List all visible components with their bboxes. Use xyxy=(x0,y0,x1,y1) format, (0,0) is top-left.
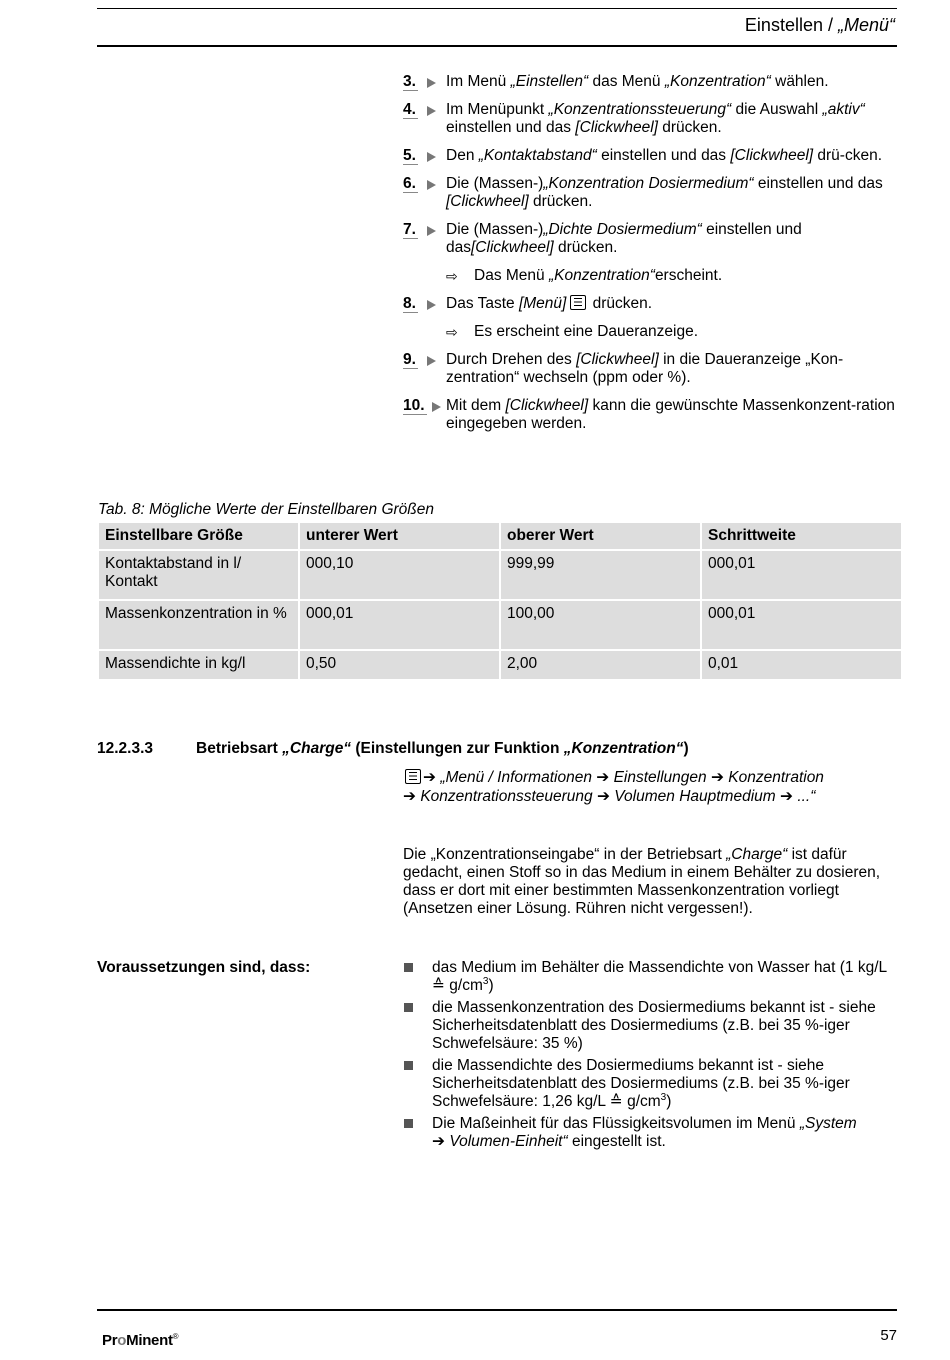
arrow-icon: ➔ xyxy=(596,788,610,805)
step-arrow-icon xyxy=(427,226,436,236)
arrow-icon: ➔ xyxy=(403,788,416,805)
table-cell: 999,99 xyxy=(501,551,700,599)
table-cell: Kontaktabstand in l/ Kontakt xyxy=(99,551,298,599)
list-item: Die Maßeinheit für das Flüssigkeitsvolumen im Menü „System ➔ Volumen-Einheit“ eingestellt ist. xyxy=(403,1115,900,1151)
step-item: 7. Die (Massen-)„Dichte Dosiermedium“ einstellen und das[Clickwheel] drücken. xyxy=(403,221,802,256)
step-result: ⇨ Es erscheint eine Daueranzeige. xyxy=(446,323,699,340)
menu-icon xyxy=(405,769,421,784)
step-number: 8. xyxy=(403,295,416,312)
step-arrow-icon xyxy=(427,78,436,88)
step-number: 4. xyxy=(403,101,416,118)
table-cell: 000,01 xyxy=(702,551,901,599)
table-cell: 000,01 xyxy=(300,601,499,649)
list-item: das Medium im Behälter die Massendichte von Wasser hat (1 kg/L ≙ $g/cm^3$) xyxy=(403,959,900,995)
table-cell: 100,00 xyxy=(501,601,700,649)
prerequisites-list xyxy=(403,959,900,1155)
table-caption: Tab. 8: Mögliche Werte der Einstellbaren Größen xyxy=(98,501,435,518)
arrow-icon: ➔ xyxy=(432,1133,445,1150)
bullet-square-icon xyxy=(404,1061,413,1070)
step-number: 7. xyxy=(403,221,416,238)
arrow-icon: ➔ xyxy=(710,769,724,786)
table-header-row xyxy=(99,523,901,549)
table-cell: 000,10 xyxy=(300,551,499,599)
section-number: 12.2.3.3 xyxy=(97,740,154,757)
result-arrow-icon: ⇨ xyxy=(446,324,458,340)
step-arrow-icon xyxy=(427,106,436,116)
list-item: die Massenkonzentration des Dosiermediums bekannt ist - siehe Sicherheitsdatenblatt des Dosiermediums (z.B. bei 35 %-iger Schwefelsäure: 35 %) xyxy=(403,999,900,1053)
menu-icon xyxy=(570,295,586,310)
step-arrow-icon xyxy=(427,152,436,162)
step-item: 3. Im Menü „Einstellen“ das Menü „Konzentration“ wählen. xyxy=(403,73,829,90)
step-arrow-icon xyxy=(427,356,436,366)
page-header-title: Einstellen / „Menü“ xyxy=(744,15,895,35)
step-item: 8. Das Taste [Menü] drücken. xyxy=(403,295,653,312)
section-title: Betriebsart „Charge“ (Einstellungen zur Funktion „Konzentration“) xyxy=(196,740,689,757)
list-item: die Massendichte des Dosiermediums bekannt ist - siehe Sicherheitsdatenblatt des Dosiermediums (z.B. bei 35 %-iger Schwefelsäure: 1,26 kg/L ≙ $g/cm^3$) xyxy=(403,1057,900,1111)
step-number: 10. xyxy=(403,397,425,414)
arrow-icon: ➔ xyxy=(780,788,793,805)
step-result: ⇨ Das Menü „Konzentration“erscheint. xyxy=(446,267,723,284)
table-cell: Massenkonzentration in % xyxy=(99,601,298,649)
table-row xyxy=(99,651,901,679)
step-item: 5. Den „Kontaktabstand“ einstellen und das [Clickwheel] drü-cken. xyxy=(403,147,882,164)
footer-rule xyxy=(97,1309,897,1311)
step-number: 6. xyxy=(403,175,416,192)
bullet-square-icon xyxy=(404,1003,413,1012)
table-header-cell: Einstellbare Größe xyxy=(99,523,298,549)
bullet-square-icon xyxy=(404,1119,413,1128)
prerequisites-label: Voraussetzungen sind, dass: xyxy=(97,959,311,976)
result-arrow-icon: ⇨ xyxy=(446,268,458,284)
step-number: 3. xyxy=(403,73,416,90)
table-row xyxy=(99,601,901,649)
arrow-icon: ➔ xyxy=(596,769,610,786)
header-rule-top xyxy=(97,8,897,9)
bullet-square-icon xyxy=(404,963,413,972)
table-cell: 0,01 xyxy=(702,651,901,679)
step-item: 9. Durch Drehen des [Clickwheel] in die Daueranzeige „Kon-zentration“ wechseln (ppm oder %). xyxy=(403,351,844,386)
page-number: 57 xyxy=(880,1327,897,1344)
instruction-steps xyxy=(403,73,903,443)
arrow-icon: ➔ xyxy=(423,769,436,786)
step-item: 6. Die (Massen-)„Konzentration Dosiermedium“ einstellen und das [Clickwheel] drücken. xyxy=(403,175,883,210)
table-header-cell: oberer Wert xyxy=(501,523,700,549)
table-row xyxy=(99,551,901,599)
prominent-logo: ProMinent® xyxy=(102,1332,179,1349)
values-table xyxy=(97,521,903,681)
table-cell: 2,00 xyxy=(501,651,700,679)
header-rule-bottom xyxy=(97,45,897,47)
table-header-cell: unterer Wert xyxy=(300,523,499,549)
menu-path: ➔ „Menü / Informationen ➔ Einstellungen ➔ Konzentration ➔ Konzentrationssteuerung ➔ Volumen Hauptmedium ➔ ...“ xyxy=(403,769,824,805)
table-header-cell: Schrittweite xyxy=(702,523,901,549)
step-number: 5. xyxy=(403,147,416,164)
step-arrow-icon xyxy=(432,402,441,412)
description-paragraph: Die „Konzentrationseingabe“ in der Betriebsart „Charge“ ist dafür gedacht, einen Stoff so in das Medium in einem Behälter zu dosieren, dass er dort mit einer bestimmten Massenkonzentration vorliegt (Ansetzen einer Lösung. Rühren nicht vergessen!). xyxy=(403,846,881,917)
step-item: 4. Im Menüpunkt „Konzentrationssteuerung“ die Auswahl „aktiv“ einstellen und das [Clickwheel] drücken. xyxy=(403,101,865,136)
table-cell: 000,01 xyxy=(702,601,901,649)
step-item: 10. Mit dem [Clickwheel] kann die gewünschte Massenkonzent-ration eingegeben werden. xyxy=(403,397,895,432)
step-number: 9. xyxy=(403,351,416,368)
table-cell: 0,50 xyxy=(300,651,499,679)
table-cell: Massendichte in kg/l xyxy=(99,651,298,679)
step-arrow-icon xyxy=(427,180,436,190)
step-arrow-icon xyxy=(427,300,436,310)
